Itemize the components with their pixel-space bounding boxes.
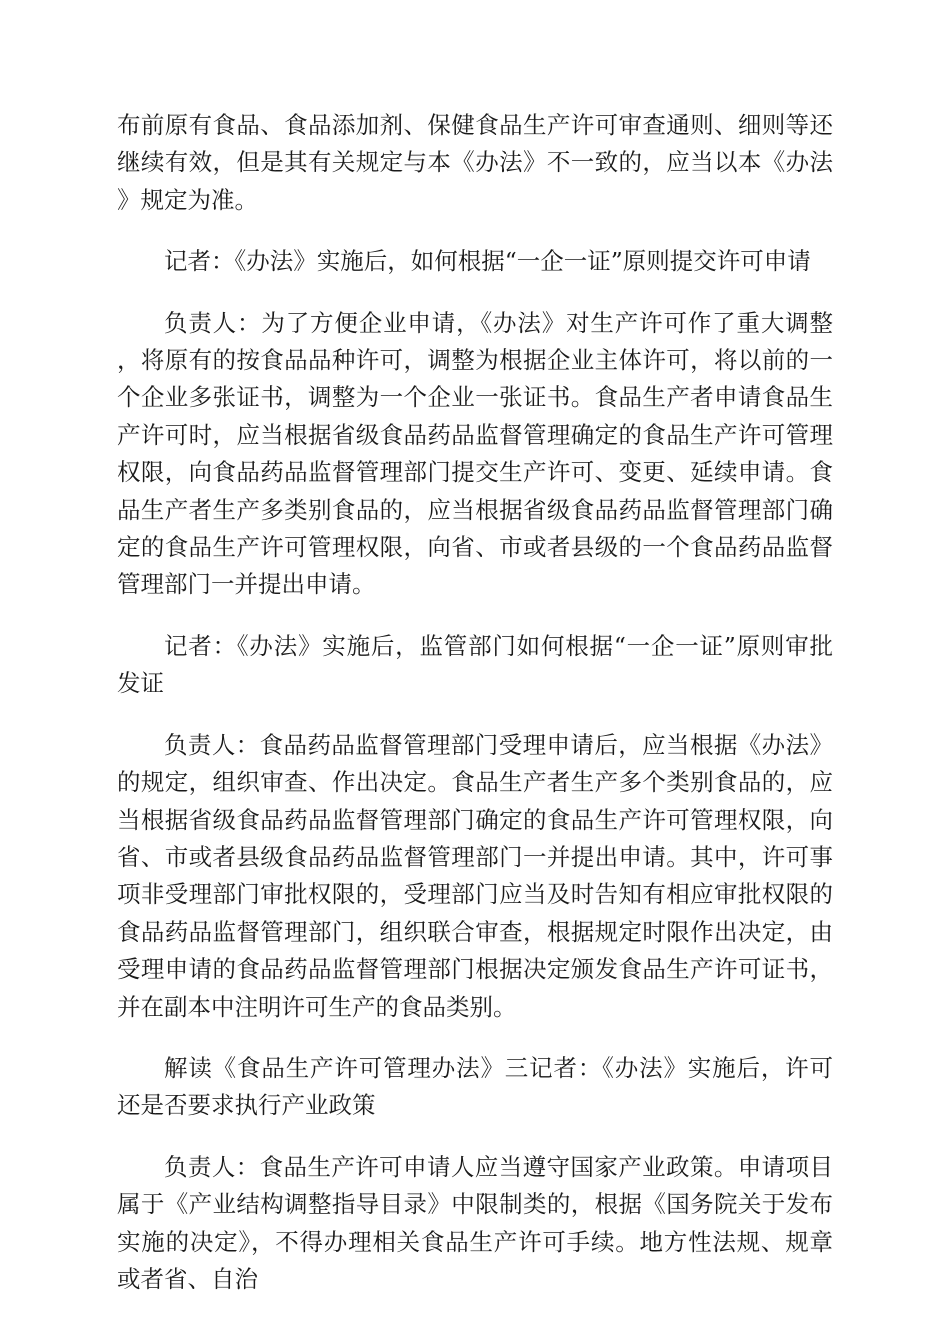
paragraph-question-application: 记者：《办法》实施后，如何根据“一企一证”原则提交许可申请 (164, 247, 811, 276)
paragraph-continuation: 布前原有食品、食品添加剂、保健食品生产许可审查通则、细则等还继续有效，但是其有关规定与本《办法》不一致的，应当以本《办法》规定为准。 (117, 111, 833, 214)
paragraph-question-approval: 记者：《办法》实施后，监管部门如何根据“一企一证”原则审批发证 (117, 631, 833, 698)
paragraph-answer-approval: 负责人：食品药品监督管理部门受理申请后，应当根据《办法》的规定，组织审查、作出决定。食品生产者生产多个类别食品的，应当根据省级食品药品监督管理部门确定的食品生产许可管理权限，向省、市或者县级食品药品监督管理部门一并提出申请。其中，许可事项非受理部门审批权限的，受理部门应当及时告知有相应审批权限的食品药品监督管理部门，组织联合审查，根据规定时限作出决定，由受理申请的食品药品监督管理部门根据决定颁发食品生产许可证书，并在副本中注明许可生产的食品类别。 (117, 730, 833, 1021)
paragraph-answer-industry-policy: 负责人：食品生产许可申请人应当遵守国家产业政策。申请项目属于《产业结构调整指导目录》中限制类的，根据《国务院关于发布实施的决定》，不得办理相关食品生产许可手续。地方性法规、规章或者省、自治 (117, 1152, 833, 1293)
paragraph-answer-application: 负责人：为了方便企业申请，《办法》对生产许可作了重大调整，将原有的按食品品种许可，调整为根据企业主体许可，将以前的一个企业多张证书，调整为一个企业一张证书。食品生产者申请食品生产许可时，应当根据省级食品药品监督管理确定的食品生产许可管理权限，向食品药品监督管理部门提交生产许可、变更、延续申请。食品生产者生产多类别食品的，应当根据省级食品药品监督管理部门确定的食品生产许可管理权限，向省、市或者县级的一个食品药品监督管理部门一并提出申请。 (117, 308, 833, 599)
paragraph-question-industry-policy: 解读《食品生产许可管理办法》三记者：《办法》实施后，许可还是否要求执行产业政策 (117, 1053, 833, 1120)
document-body (117, 107, 833, 1322)
